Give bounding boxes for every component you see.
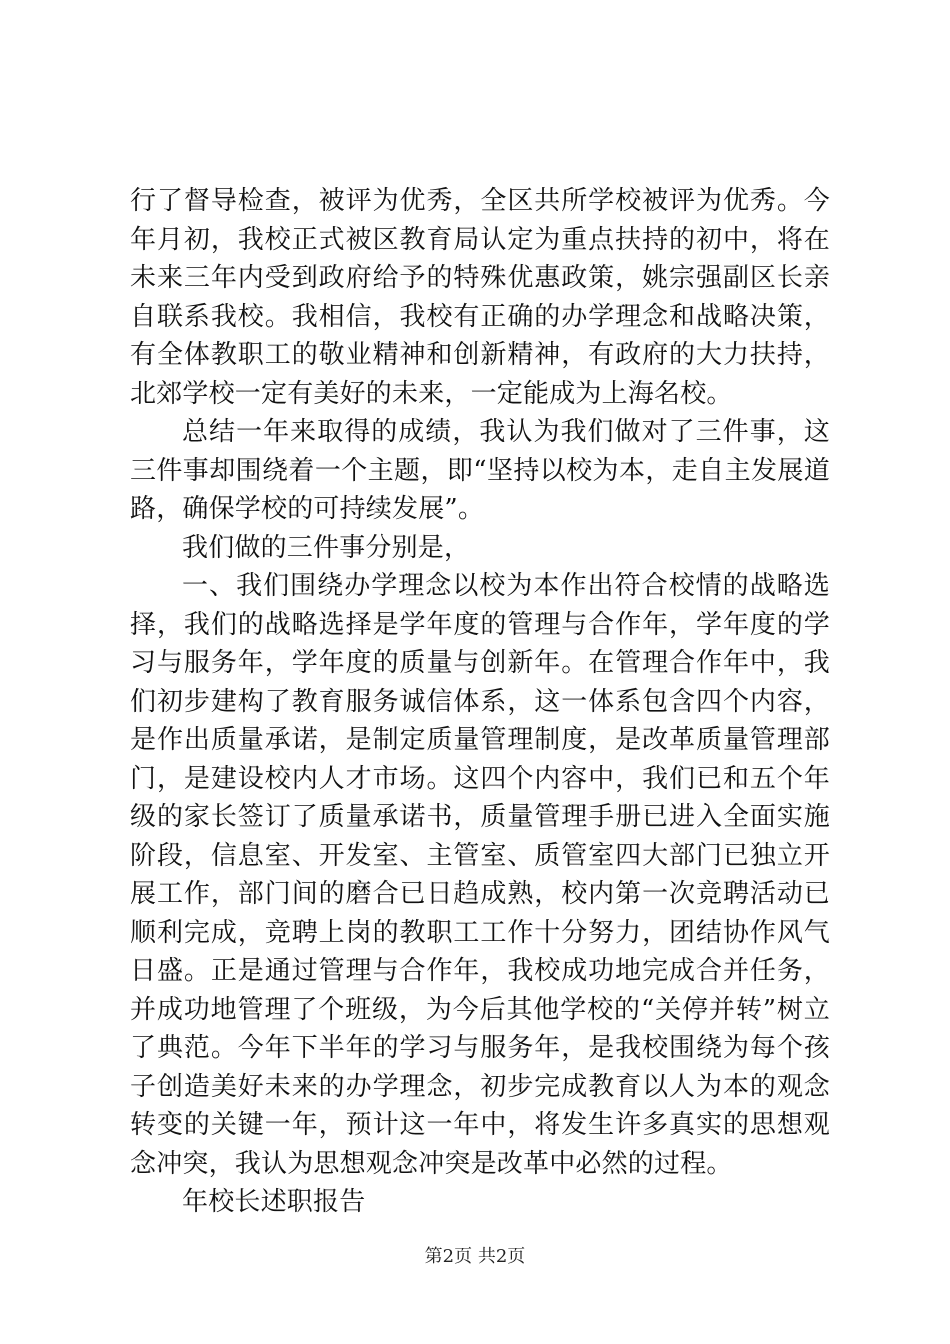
paragraph-5: 年校长述职报告 <box>182 1187 366 1217</box>
body-text <box>130 182 830 1222</box>
paragraph-1: 行了督导检查，被评为优秀，全区共所学校被评为优秀。今年月初，我校正式被区教育局认定为重点扶持的初中，将在未来三年内受到政府给予的特殊优惠政策，姚宗强副区长亲自联系我校。我相信，我校有正确的办学理念和战略决策，有全体教职工的敬业精神和创新精神，有政府的大力扶持，北郊学校一定有美好的未来，一定能成为上海名校。 <box>130 186 830 409</box>
paragraph-3: 我们做的三件事分别是， <box>182 532 471 563</box>
paragraph-4: 一、我们围绕办学理念以校为本作出符合校情的战略选择，我们的战略选择是学年度的管理与合作年，学年度的学习与服务年，学年度的质量与创新年。在管理合作年中，我们初步建构了教育服务诚信体系，这一体系包含四个内容，是作出质量承诺，是制定质量管理制度，是改革质量管理部门，是建设校内人才市场。这四个内容中，我们已和五个年级的家长签订了质量承诺书，质量管理手册已进入全面实施阶段，信息室、开发室、主管室、质管室四大部门已独立开展工作，部门间的磨合已日趋成熟，校内第一次竞聘活动已顺利完成，竞聘上岗的教职工工作十分努力，团结协作风气日盛。正是通过管理与合作年，我校成功地完成合并任务，并成功地管理了个班级，为今后其他学校的“关停并转”树立了典范。今年下半年的学习与服务年，是我校围绕为每个孩子创造美好未来的办学理念，初步完成教育以人为本的观念转变的关键一年，预计这一年中，将发生许多真实的思想观念冲突，我认为思想观念冲突是改革中必然的过程。 <box>130 571 830 1179</box>
page-footer: 第2页 共2页 <box>424 1246 526 1267</box>
paragraph-2: 总结一年来取得的成绩，我认为我们做对了三件事，这三件事却围绕着一个主题，即“坚持以校为本，走自主发展道路，确保学校的可持续发展”。 <box>130 417 830 524</box>
